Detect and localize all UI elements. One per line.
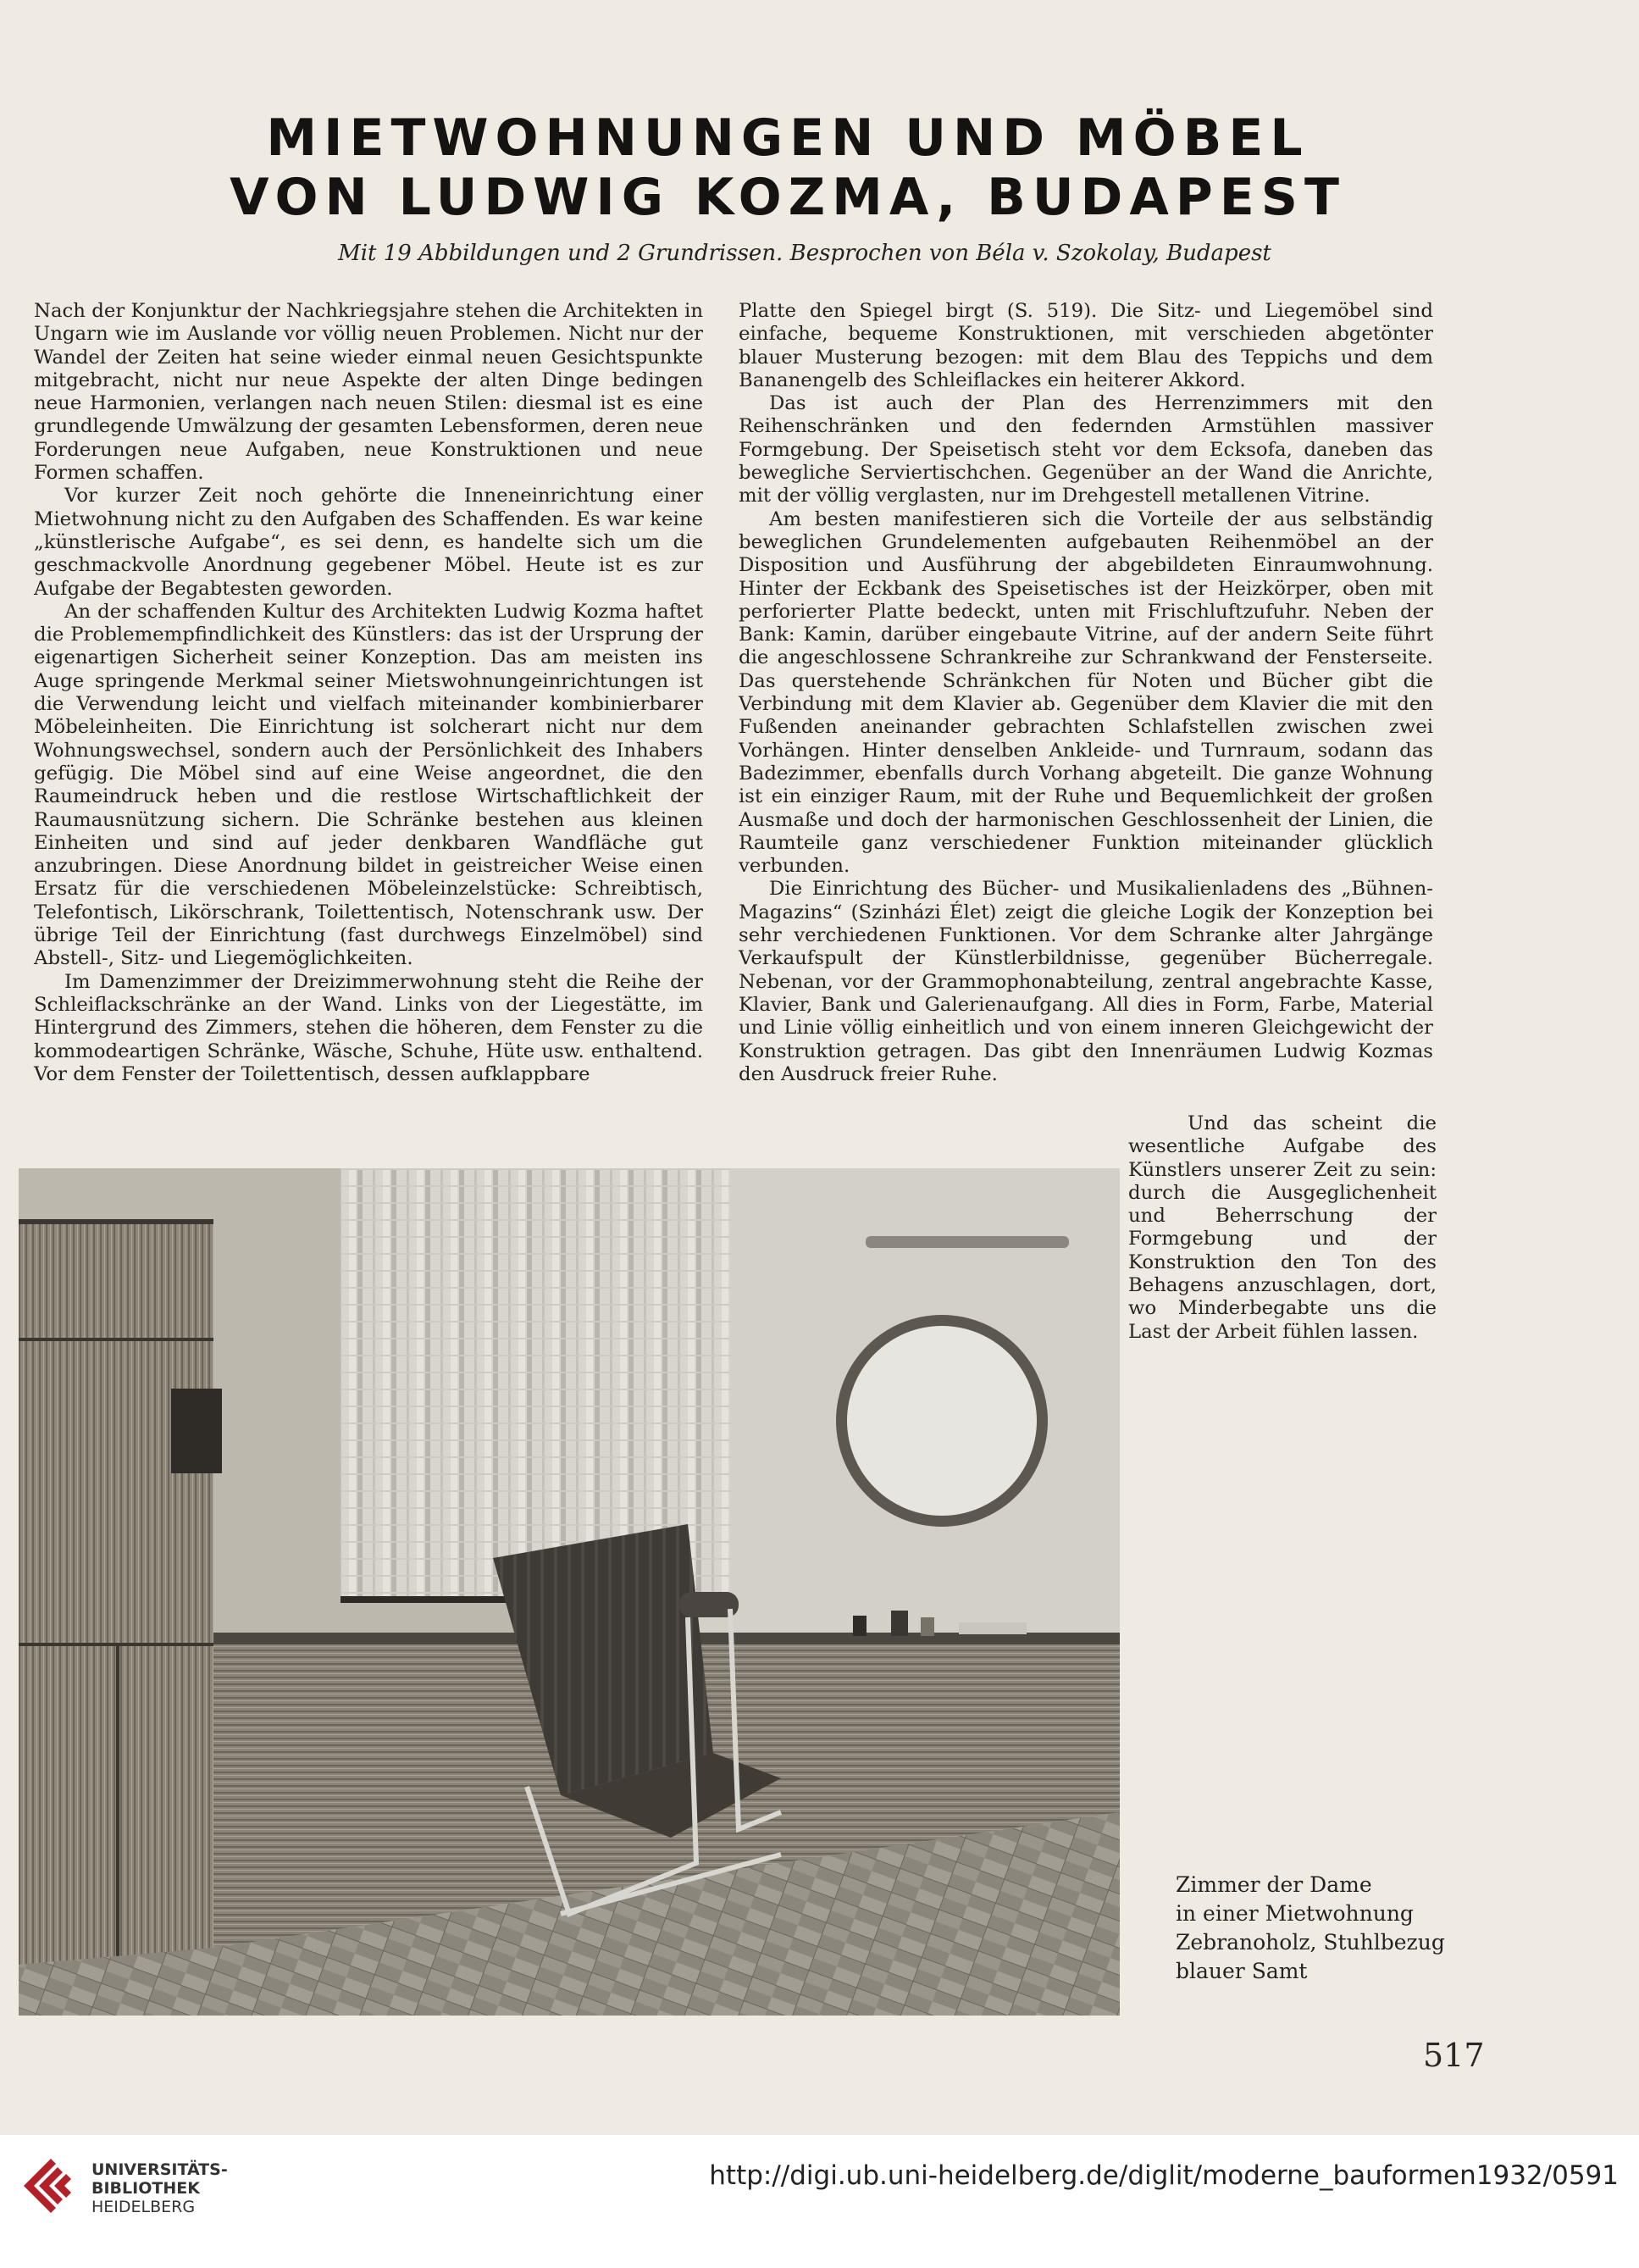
paragraph: Das ist auch der Plan des Herrenzimmers mit den Reihenschränken und den federnden Armstühlen massiver Formgebung. Der Speisetisch steht vor dem Ecksofa, daneben das bewegliche Serviertischchen. Gegenüber an der Wand die Anrichte, mit der völlig verglasten, nur im Drehgestell metallenen Vitrine. xyxy=(739,392,1433,507)
paragraph: Im Damenzimmer der Dreizimmerwohnung steht die Reihe der Schleiflackschränke an der Wand. Links von der Liegestätte, im Hintergrund des Zimmers, stehen die höheren, dem Fenster zu die kommodeartigen Schränke, Wäsche, Schuhe, Hüte usw. enthaltend. Vor dem Fenster der Toilettentisch, dessen aufklappbare xyxy=(34,970,703,1085)
right-text-column xyxy=(739,300,1433,1086)
library-name xyxy=(91,2160,228,2216)
digitization-footer xyxy=(0,2135,1639,2268)
paragraph: An der schaffenden Kultur des Architekten Ludwig Kozma haftet die Problemempfindlichkeit des Künstlers: das ist der Ursprung der eigenartigen Sicherheit seiner Konzeption. Das am meisten ins Auge springende Merkmal seiner Mietswohnungeinrichtungen ist die Verwendung leicht und vielfach miteinander kombinierbarer Möbeleinheiten. Die Einrichtung ist solcherart nicht nur dem Wohnungswechsel, sondern auch der Persönlichkeit des Inhabers gefügig. Die Möbel sind auf eine Weise angeordnet, die den Raumeindruck heben und die restlose Wirtschaftlichkeit der Raumausnützung sichern. Die Schränke bestehen aus kleinen Einheiten und sind auf jeder denkbaren Wandfläche gut anzubringen. Diese Anordnung bildet in geistreicher Weise einen Ersatz für die verschiedenen Möbeleinzelstücke: Schreibtisch, Telefontisch, Likörschrank, Toilettentisch, Notenschrank usw. Der übrige Teil der Einrichtung (fast durchwegs Einzelmöbel) sind Abstell-, Sitz- und Liegemöglichkeiten. xyxy=(34,600,703,970)
paragraph: Platte den Spiegel birgt (S. 519). Die Sitz- und Liegemöbel sind einfache, bequeme Konstruktionen, mit verschieden abgetönter blauer Musterung bezogen: mit dem Blau des Teppichs und dem Bananengelb des Schleiflackes ein heiterer Akkord. xyxy=(739,300,1433,391)
left-text-column xyxy=(34,300,703,1086)
caption-line: Zebranoholz, Stuhlbezug xyxy=(1176,1930,1445,1955)
article-title-line-1: MIETWOHNUNGEN UND MÖBEL xyxy=(266,108,1310,168)
narrow-text-column: Und das scheint die wesentliche Aufgabe des Künstlers unserer Zeit zu sein: durch die Ausgeglichenheit und Beherrschung der Formgebung und der Konstruktion den Ton des Behagens anzuschlagen, dort, wo Minderbegabte uns die Last der Arbeit fühlen lassen. xyxy=(1128,1112,1437,1343)
article-subtitle: Mit 19 Abbildungen und 2 Grundrissen. Besprochen von Béla v. Szokolay, Budapest xyxy=(338,241,1271,266)
caption-line: blauer Samt xyxy=(1176,1959,1308,1983)
article-title xyxy=(152,108,1423,227)
caption-line: Zimmer der Dame xyxy=(1176,1872,1372,1897)
library-name-line: UNIVERSITÄTS- xyxy=(91,2160,228,2179)
library-name-line: BIBLIOTHEK xyxy=(91,2179,200,2198)
article-title-line-2: VON LUDWIG KOZMA, BUDAPEST xyxy=(230,168,1346,227)
source-url-link[interactable]: http://digi.ub.uni-heidelberg.de/diglit/moderne_bauformen1932/0591 xyxy=(709,2160,1619,2191)
paragraph: Vor kurzer Zeit noch gehörte die Inneneinrichtung einer Mietwohnung nicht zu den Aufgaben des Schaffenden. Es war keine „künstlerische Aufgabe“, es sei denn, es handelte sich um die geschmackvolle Anordnung gegebener Möbel. Heute ist es zur Aufgabe der Begabtesten geworden. xyxy=(34,485,703,600)
photo-caption xyxy=(1176,1871,1455,1986)
page-number: 517 xyxy=(1423,2037,1485,2074)
library-name-line: HEIDELBERG xyxy=(91,2198,196,2216)
interior-photograph xyxy=(19,1168,1120,2016)
paragraph: Am besten manifestieren sich die Vorteile der aus selbständig beweglichen Grundelementen aufgebauten Reihenmöbel an der Disposition und Ausführung der abgebildeten Einraumwohnung. Hinter der Eckbank des Speisetisches ist der Heizkörper, oben mit perforierter Platte bedeckt, unten mit Frischluftzufuhr. Neben der Bank: Kamin, darüber eingebaute Vitrine, auf der andern Seite führt die angeschlossene Schrankreihe zur Schrankwand der Fensterseite. Das querstehende Schränkchen für Noten und Bücher gibt die Verbindung mit dem Klavier ab. Gegenüber dem Klavier die mit den Fußenden aneinander gebrachten Schlafstellen zwischen zwei Vorhängen. Hinter denselben Ankleide- und Turnraum, sodann das Badezimmer, ebenfalls durch Vorhang abgeteilt. Die ganze Wohnung ist ein einziger Raum, mit der Ruhe und Bequemlichkeit der großen Ausmaße und doch der harmonischen Geschlossenheit der Linien, die Raumteile ganz verschiedener Funktion miteinander glücklich verbunden. xyxy=(739,507,1433,878)
paragraph: Die Einrichtung des Bücher- und Musikalienladens des „Bühnen-Magazins“ (Szinházi Élet) zeigt die gleiche Logik der Konzeption bei sehr verchiedenen Funktionen. Vor dem Schranke alter Jahrgänge Verkaufspult der Künstlerbildnisse, gegenüber Bücherregale. Nebenan, vor der Grammophonabteilung, zentral angebrachte Kasse, Klavier, Bank und Galerienaufgang. All dies in Form, Farbe, Material und Linie völlig einheitlich und von einem inneren Gleichgewicht der Konstruktion getragen. Das gibt den Innenräumen Ludwig Kozmas den Ausdruck freier Ruhe. xyxy=(739,878,1433,1085)
university-library-logo-icon xyxy=(19,2152,83,2220)
caption-line: in einer Mietwohnung xyxy=(1176,1901,1414,1926)
paragraph: Nach der Konjunktur der Nachkriegsjahre stehen die Architekten in Ungarn wie im Auslande vor völlig neuen Problemen. Nicht nur der Wandel der Zeiten hat seine wieder einmal neuen Gesichtspunkte mitgebracht, nicht nur neue Aspekte der alten Dinge bedingen neue Harmonien, verlangen nach neuen Stilen: diesmal ist es eine grundlegende Umwälzung der gesamten Lebensformen, deren neue Forderungen neue Aufgaben, neue Konstruktionen und neue Formen schaffen. xyxy=(34,300,703,485)
